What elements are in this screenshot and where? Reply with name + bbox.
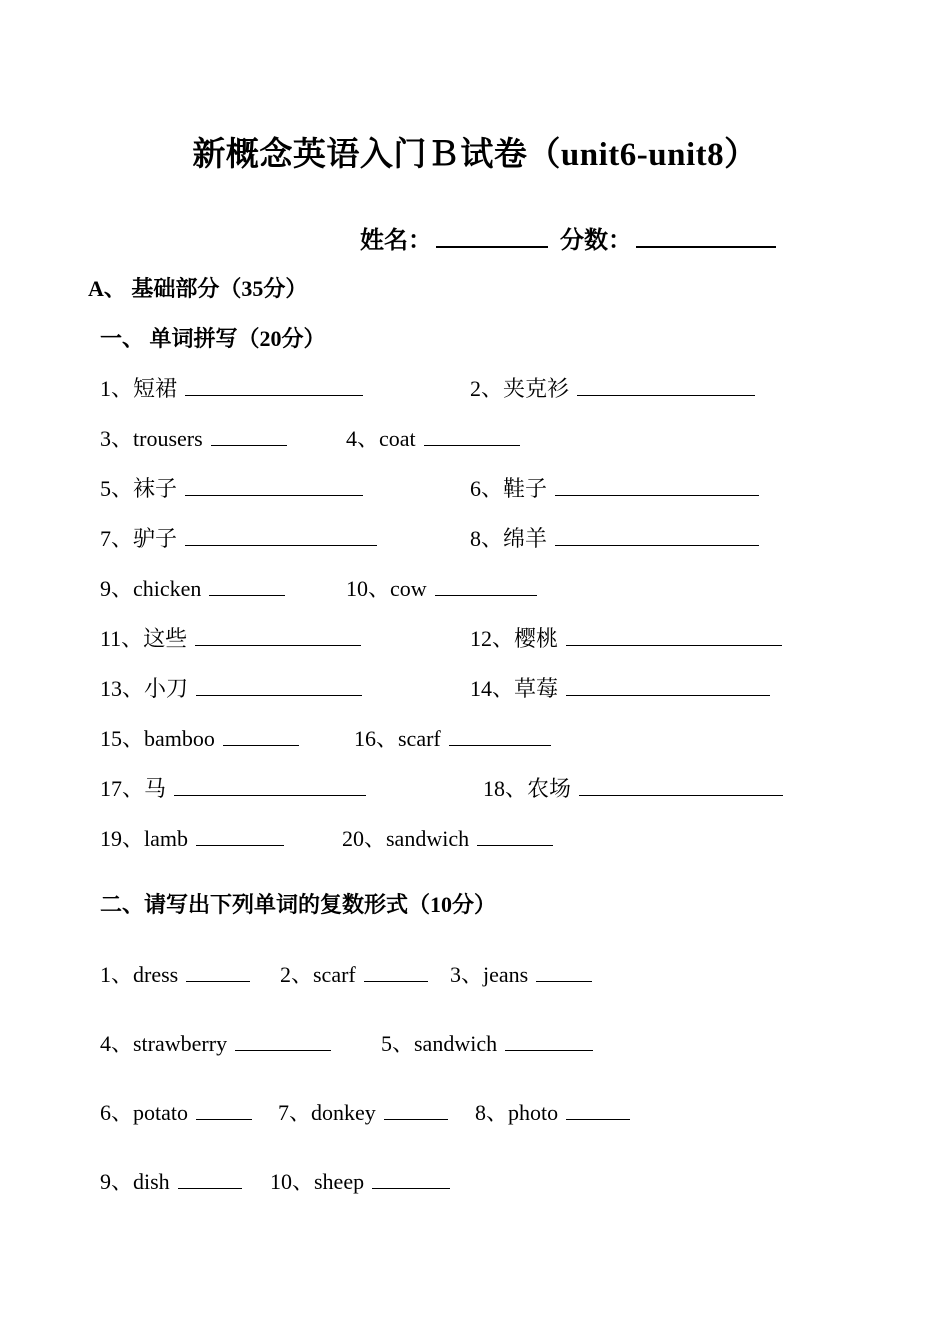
- question-label: 12、樱桃: [470, 626, 559, 651]
- answer-blank[interactable]: [536, 961, 592, 982]
- question-label: 9、dish: [100, 1169, 170, 1194]
- answer-blank[interactable]: [505, 1030, 593, 1051]
- part1-question: [100, 422, 287, 453]
- question-label: 9、chicken: [100, 576, 202, 601]
- question-label: 6、potato: [100, 1100, 188, 1125]
- answer-blank[interactable]: [174, 775, 366, 796]
- part1-question: [483, 772, 783, 803]
- answer-blank[interactable]: [372, 1168, 450, 1189]
- question-label: 6、鞋子: [470, 476, 548, 501]
- part1-question: [100, 672, 362, 703]
- part1-question: [470, 622, 782, 653]
- answer-blank[interactable]: [364, 961, 428, 982]
- part2-heading: 二、请写出下列单词的复数形式（10分）: [100, 892, 497, 917]
- question-label: 10、sheep: [270, 1169, 365, 1194]
- answer-blank[interactable]: [196, 1099, 252, 1120]
- name-blank[interactable]: [436, 222, 548, 248]
- question-label: 19、lamb: [100, 826, 188, 851]
- question-label: 3、jeans: [450, 962, 529, 987]
- answer-blank[interactable]: [186, 961, 250, 982]
- answer-blank[interactable]: [185, 475, 363, 496]
- part1-question: [342, 822, 553, 853]
- part2-question: [450, 958, 592, 989]
- answer-blank[interactable]: [195, 625, 361, 646]
- answer-blank[interactable]: [577, 375, 755, 396]
- question-label: 17、马: [100, 776, 167, 801]
- question-label: 16、scarf: [354, 726, 441, 751]
- part2-question: [100, 1027, 331, 1058]
- question-label: 3、trousers: [100, 426, 203, 451]
- part2-question: [100, 958, 250, 989]
- part2-question: [270, 1165, 450, 1196]
- question-label: 4、coat: [346, 426, 416, 451]
- student-info: [360, 220, 776, 255]
- question-label: 2、夹克衫: [470, 376, 570, 401]
- part1-question: [100, 772, 366, 803]
- question-label: 8、绵羊: [470, 526, 548, 551]
- part2-question: [475, 1096, 630, 1127]
- part1-question: [470, 472, 759, 503]
- answer-blank[interactable]: [178, 1168, 242, 1189]
- answer-blank[interactable]: [235, 1030, 331, 1051]
- part1-question: [470, 672, 770, 703]
- answer-blank[interactable]: [449, 725, 551, 746]
- answer-blank[interactable]: [223, 725, 299, 746]
- question-label: 7、donkey: [278, 1100, 376, 1125]
- question-label: 2、scarf: [280, 962, 356, 987]
- answer-blank[interactable]: [185, 375, 363, 396]
- part1-question: [470, 372, 755, 403]
- part1-question: [100, 572, 285, 603]
- answer-blank[interactable]: [566, 675, 770, 696]
- part1-question: [470, 522, 759, 553]
- answer-blank[interactable]: [566, 1099, 630, 1120]
- answer-blank[interactable]: [185, 525, 377, 546]
- part1-question: [346, 572, 537, 603]
- part2-question: [381, 1027, 593, 1058]
- part1-question: [100, 522, 377, 553]
- part1-question: [346, 422, 520, 453]
- answer-blank[interactable]: [384, 1099, 448, 1120]
- name-label: 姓名：: [360, 228, 432, 254]
- answer-blank[interactable]: [196, 825, 284, 846]
- part1-question: [100, 622, 361, 653]
- part2-question: [100, 1165, 242, 1196]
- score-blank[interactable]: [636, 222, 776, 248]
- answer-blank[interactable]: [435, 575, 537, 596]
- answer-blank[interactable]: [566, 625, 782, 646]
- part1-question: [354, 722, 551, 753]
- part1-question: [100, 722, 299, 753]
- question-label: 14、草莓: [470, 676, 559, 701]
- answer-blank[interactable]: [555, 475, 759, 496]
- section-a-heading: A、 基础部分（35分）: [88, 276, 308, 301]
- answer-blank[interactable]: [211, 425, 287, 446]
- question-label: 15、bamboo: [100, 726, 215, 751]
- answer-blank[interactable]: [209, 575, 285, 596]
- question-label: 1、dress: [100, 962, 179, 987]
- question-label: 7、驴子: [100, 526, 178, 551]
- answer-blank[interactable]: [579, 775, 783, 796]
- question-label: 5、袜子: [100, 476, 178, 501]
- part2-question: [278, 1096, 448, 1127]
- part2-question: [100, 1096, 252, 1127]
- score-label: 分数：: [560, 228, 632, 254]
- question-label: 1、短裙: [100, 376, 178, 401]
- answer-blank[interactable]: [555, 525, 759, 546]
- question-label: 13、小刀: [100, 676, 189, 701]
- part2-question: [280, 958, 428, 989]
- part1-question: [100, 472, 363, 503]
- part1-heading: 一、 单词拼写（20分）: [100, 326, 326, 351]
- question-label: 5、sandwich: [381, 1031, 498, 1056]
- question-label: 4、strawberry: [100, 1031, 228, 1056]
- question-label: 11、这些: [100, 626, 188, 651]
- question-label: 10、cow: [346, 576, 427, 601]
- question-label: 20、sandwich: [342, 826, 470, 851]
- part1-question: [100, 372, 363, 403]
- answer-blank[interactable]: [424, 425, 520, 446]
- answer-blank[interactable]: [196, 675, 362, 696]
- question-label: 8、photo: [475, 1100, 559, 1125]
- exam-title: 新概念英语入门Ｂ试卷（unit6-unit8）: [192, 137, 758, 173]
- answer-blank[interactable]: [477, 825, 553, 846]
- question-label: 18、农场: [483, 776, 572, 801]
- part1-question: [100, 822, 284, 853]
